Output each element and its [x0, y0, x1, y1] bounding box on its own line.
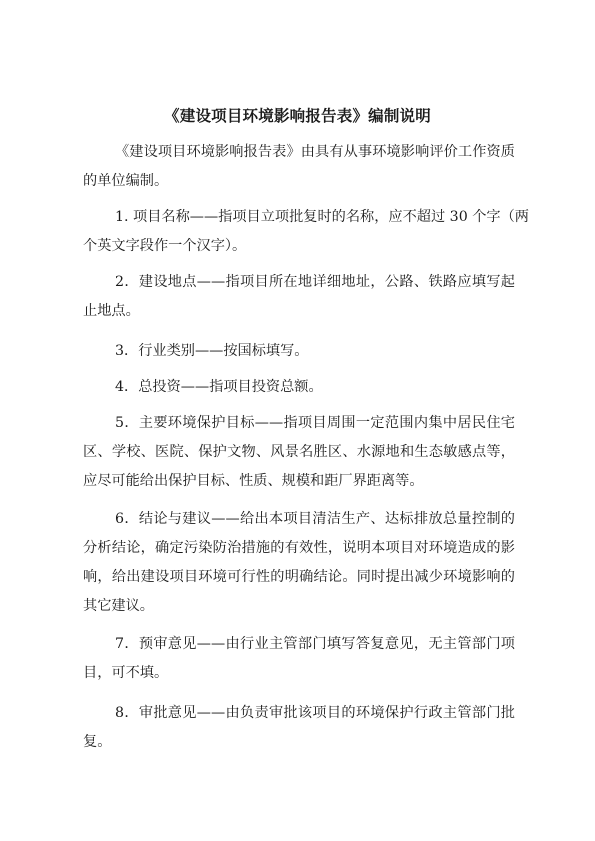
- paragraph-line: 1. 项目名称——指项目立项批复时的名称，应不超过 30 个字（两: [115, 209, 529, 225]
- paragraph-item-5: [83, 409, 515, 496]
- paragraph-item-1: [83, 203, 529, 261]
- document-title: 《建设项目环境影响报告表》编制说明: [164, 106, 431, 125]
- paragraph-item-8: [83, 699, 515, 757]
- paragraph-line: 5．主要环境保护目标——指项目周围一定范围内集中居民住宅: [115, 415, 515, 431]
- paragraph-line: 响，给出建设项目环境可行性的明确结论。同时提出减少环境影响的: [83, 569, 515, 585]
- paragraph-line: 止地点。: [83, 303, 140, 319]
- paragraph-line: 6．结论与建议——给出本项目清洁生产、达标排放总量控制的: [115, 511, 515, 527]
- paragraph-line: 的单位编制。: [83, 173, 169, 189]
- paragraph-line: 8．审批意见——由负责审批该项目的环境保护行政主管部门批: [115, 705, 515, 721]
- paragraph-item-4: [83, 373, 515, 402]
- paragraph-line: 7．预审意见——由行业主管部门填写答复意见，无主管部门项: [115, 636, 515, 652]
- paragraph-intro: [83, 138, 515, 196]
- paragraph-item-6: [83, 505, 515, 621]
- paragraph-item-7: [83, 630, 515, 688]
- paragraph-line: 应尽可能给出保护目标、性质、规模和距厂界距离等。: [83, 473, 424, 489]
- paragraph-line: 目，可不填。: [83, 665, 169, 681]
- paragraph-line: 4．总投资——指项目投资总额。: [115, 379, 323, 395]
- paragraph-line: 3．行业类别——按国标填写。: [115, 343, 309, 359]
- paragraph-item-3: [83, 337, 515, 366]
- paragraph-line: 2．建设地点——指项目所在地详细地址，公路、铁路应填写起: [115, 274, 515, 290]
- paragraph-line: 其它建议。: [83, 598, 154, 614]
- paragraph-line: 复。: [83, 734, 112, 750]
- paragraph-line: 分析结论，确定污染防治措施的有效性，说明本项目对环境造成的影: [83, 540, 515, 556]
- paragraph-line: 区、学校、医院、保护文物、风景名胜区、水源地和生态敏感点等，: [83, 444, 515, 460]
- paragraph-line: 个英文字段作一个汉字）。: [83, 238, 247, 254]
- paragraph-line: 《建设项目环境影响报告表》由具有从事环境影响评价工作资质: [115, 144, 515, 160]
- paragraph-item-2: [83, 268, 515, 326]
